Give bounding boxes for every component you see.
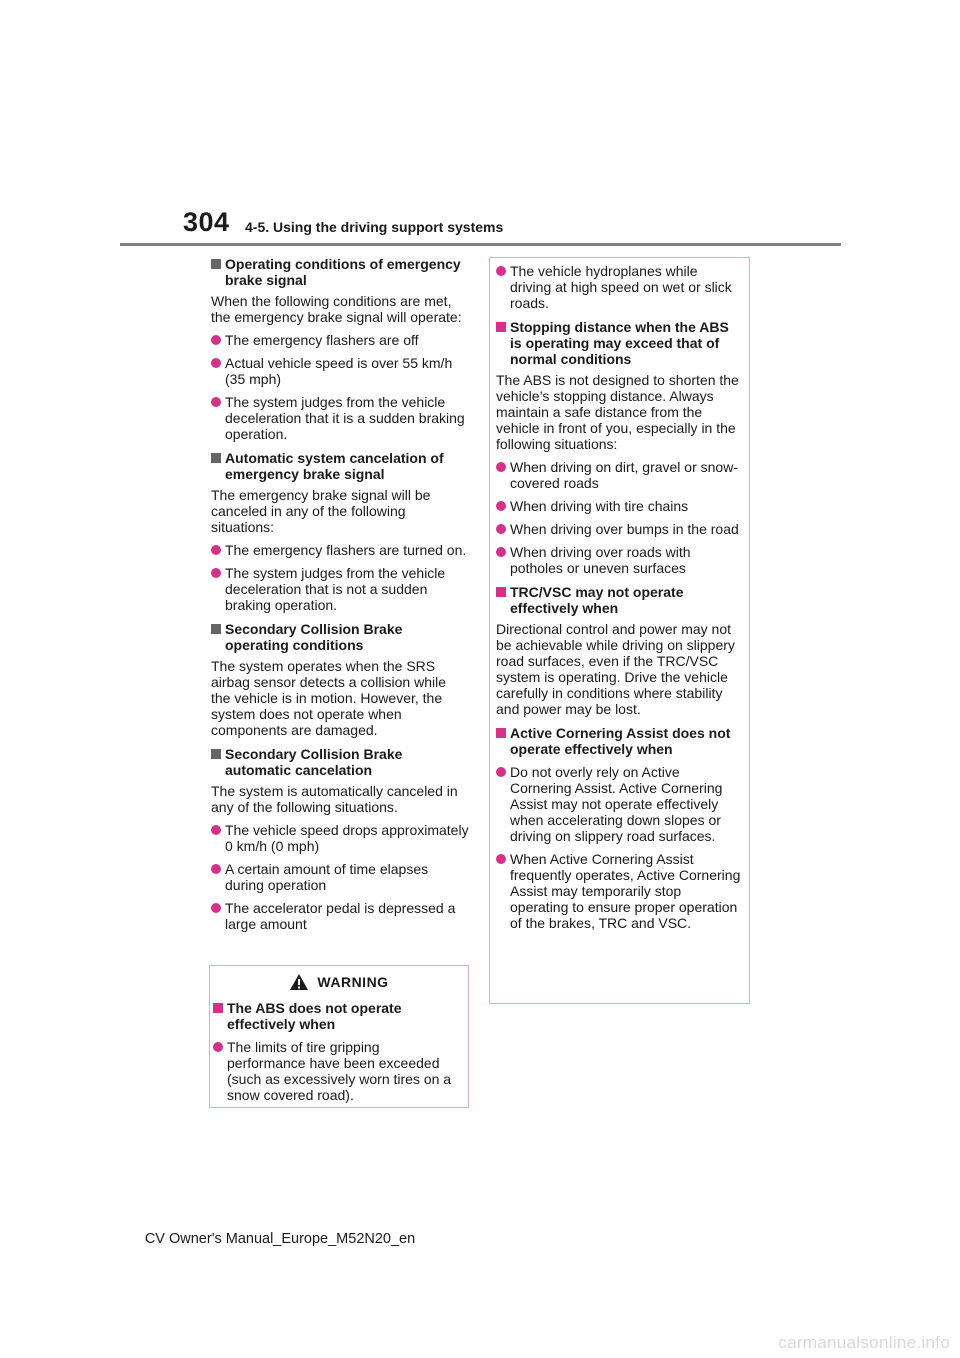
list-item: Do not overly rely on Active Cornering Assist. Active Cornering Assist may not operate effectively when accelerating down slopes or driving on slippery road surfaces. — [496, 764, 741, 844]
circle-bullet-icon — [211, 335, 221, 345]
circle-bullet-icon — [211, 397, 221, 407]
circle-bullet-icon — [496, 854, 506, 864]
list-item: The emergency flashers are turned on. — [211, 542, 469, 558]
square-bullet-icon — [213, 1003, 223, 1013]
list-item: The limits of tire gripping performance have been exceeded (such as excessively worn tires on a snow covered road). — [213, 1039, 458, 1103]
circle-bullet-icon — [213, 1042, 223, 1052]
header-rule — [120, 243, 841, 246]
warning-header — [210, 966, 468, 998]
paragraph: The system is automatically canceled in any of the following situations. — [211, 783, 458, 815]
section-title: 4-5. Using the driving support systems — [245, 219, 504, 235]
section-heading: The ABS does not operate effectively when — [213, 1000, 458, 1032]
list-item: The vehicle speed drops approximately 0 km/h (0 mph) — [211, 822, 469, 854]
circle-bullet-icon — [211, 568, 221, 578]
warning-label: WARNING — [317, 974, 389, 990]
circle-bullet-icon — [211, 864, 221, 874]
paragraph: The emergency brake signal will be canceled in any of the following situations: — [211, 487, 431, 535]
list-item: The system judges from the vehicle deceleration that is not a sudden braking operation. — [211, 565, 469, 613]
list-item: A certain amount of time elapses during operation — [211, 861, 469, 893]
page-number: 304 — [183, 207, 230, 237]
list-item: Actual vehicle speed is over 55 km/h (35 mph) — [211, 355, 469, 387]
warning-triangle-icon — [289, 973, 309, 991]
section-heading: TRC/VSC may not operate effectively when — [496, 584, 741, 616]
square-bullet-icon — [211, 453, 221, 463]
circle-bullet-icon — [496, 266, 506, 276]
list-item: When driving on dirt, gravel or snow-covered roads — [496, 459, 741, 491]
section-heading: Secondary Collision Brake operating conditions — [211, 621, 469, 653]
watermark-text: carmanualsonline.info — [778, 1333, 950, 1352]
list-item: When driving over bumps in the road — [496, 521, 741, 537]
paragraph: When the following conditions are met, the emergency brake signal will operate: — [211, 293, 462, 325]
circle-bullet-icon — [496, 524, 506, 534]
list-item: When driving with tire chains — [496, 498, 741, 514]
square-bullet-icon — [211, 749, 221, 759]
section-heading: Operating conditions of emergency brake signal — [211, 256, 469, 288]
circle-bullet-icon — [496, 547, 506, 557]
list-item: The vehicle hydroplanes while driving at high speed on wet or slick roads. — [496, 263, 741, 311]
list-item: When Active Cornering Assist frequently operates, Active Cornering Assist may temporarily stop operating to ensure proper operation of the brakes, TRC and VSC. — [496, 851, 741, 931]
section-heading: Stopping distance when the ABS is operating may exceed that of normal conditions — [496, 319, 741, 367]
circle-bullet-icon — [211, 825, 221, 835]
paragraph: The system operates when the SRS airbag sensor detects a collision while the vehicle is in motion. However, the system does not operate when components are damaged. — [211, 658, 447, 738]
paragraph: The ABS is not designed to shorten the vehicle’s stopping distance. Always maintain a safe distance from the vehicle in front of you, especially in the following situations: — [496, 372, 739, 452]
list-item: When driving over roads with potholes or uneven surfaces — [496, 544, 741, 576]
circle-bullet-icon — [496, 462, 506, 472]
circle-bullet-icon — [211, 545, 221, 555]
section-heading: Automatic system cancelation of emergency brake signal — [211, 450, 469, 482]
list-item: The accelerator pedal is depressed a large amount — [211, 900, 469, 932]
square-bullet-icon — [211, 259, 221, 269]
list-item: The emergency flashers are off — [211, 332, 469, 348]
page-header — [0, 0, 960, 250]
square-bullet-icon — [211, 624, 221, 634]
square-bullet-icon — [496, 728, 506, 738]
section-heading: Secondary Collision Brake automatic cancelation — [211, 746, 469, 778]
square-bullet-icon — [496, 587, 506, 597]
manual-name: CV Owner's Manual_Europe_M52N20_en — [144, 1231, 416, 1247]
list-item: The system judges from the vehicle deceleration that it is a sudden braking operation. — [211, 394, 469, 442]
square-bullet-icon — [496, 322, 506, 332]
circle-bullet-icon — [496, 767, 506, 777]
warning-continued-box — [489, 257, 750, 1004]
circle-bullet-icon — [211, 903, 221, 913]
paragraph: Directional control and power may not be achievable while driving on slippery road surfaces, even if the TRC/VSC system is operating. Drive the vehicle carefully in conditions where stability and power may be lost. — [496, 621, 735, 717]
circle-bullet-icon — [211, 358, 221, 368]
left-column — [211, 256, 469, 932]
page-footer — [0, 1231, 960, 1247]
section-heading: Active Cornering Assist does not operate effectively when — [496, 725, 741, 757]
circle-bullet-icon — [496, 501, 506, 511]
warning-box — [209, 965, 469, 1108]
